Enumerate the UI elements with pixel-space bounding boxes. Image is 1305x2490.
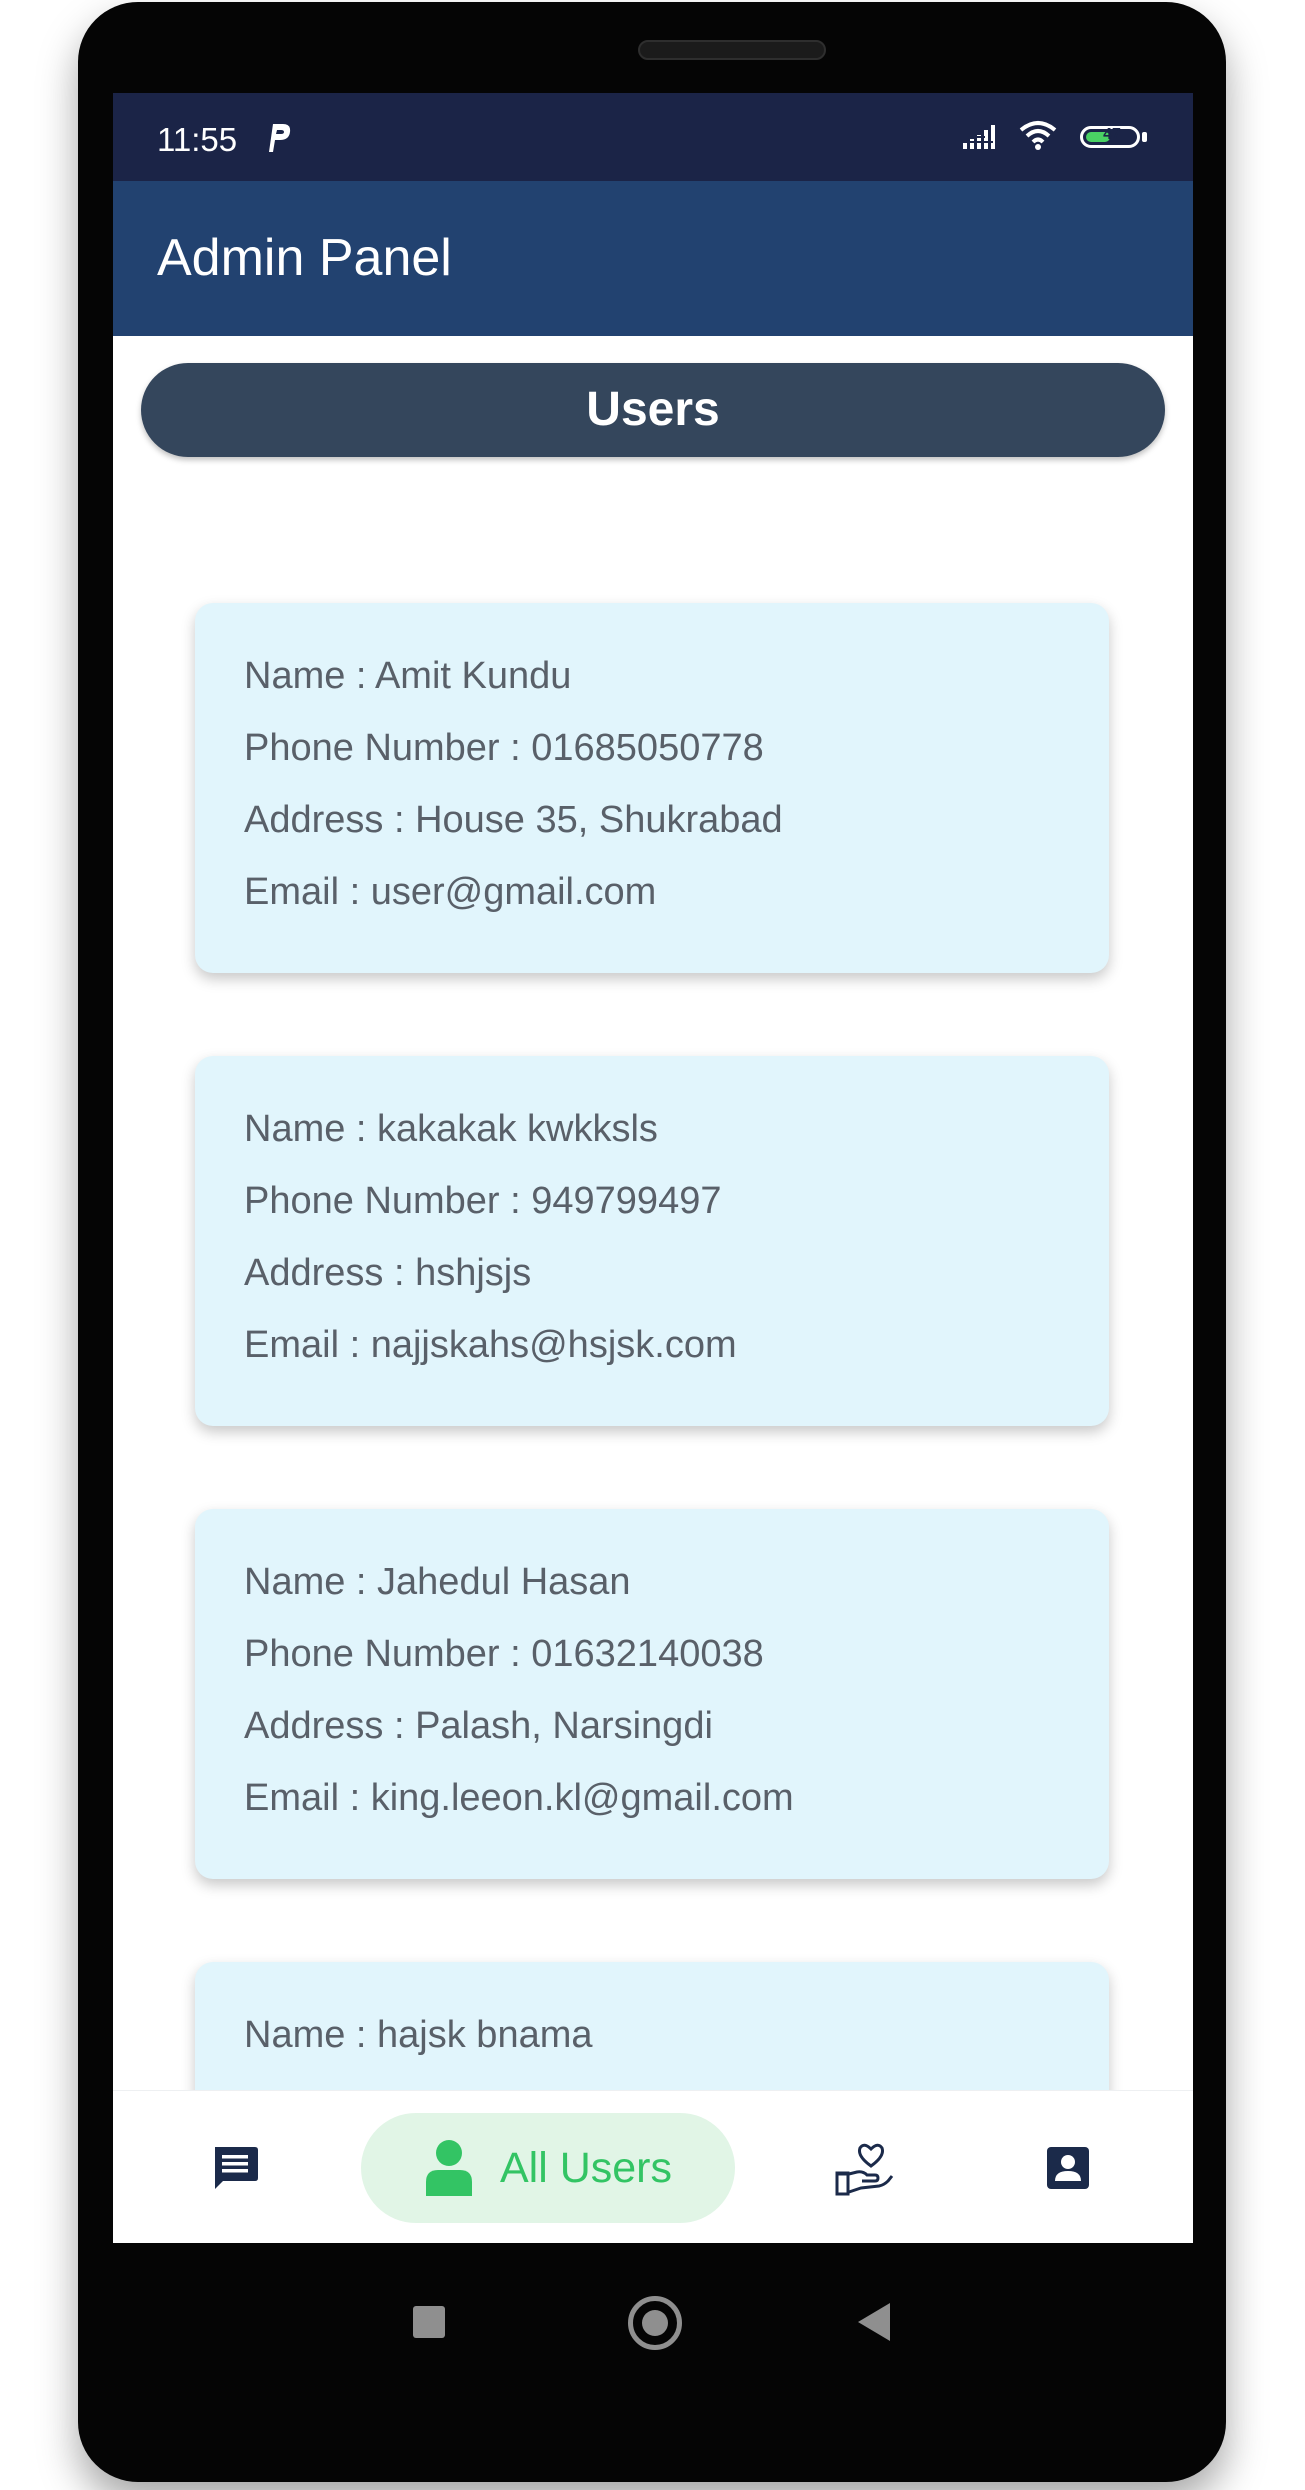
bottom-navigation: [113, 2090, 1193, 2243]
nav-item-donations[interactable]: [833, 2113, 897, 2223]
earpiece-speaker: [638, 40, 826, 60]
home-button-dot: [642, 2310, 668, 2336]
donate-heart-hand-icon: [835, 2140, 895, 2196]
contact-card-icon: [1043, 2143, 1093, 2193]
status-bar: [113, 93, 1193, 181]
battery-level: 47: [1103, 126, 1121, 143]
user-email: Email : najjskahs@hsjsk.com: [244, 1324, 737, 1366]
battery-tip: [1142, 132, 1147, 142]
battery-icon: [1080, 126, 1140, 148]
user-card[interactable]: [195, 1056, 1109, 1426]
user-phone: Phone Number : 01632140038: [244, 1633, 764, 1675]
person-icon: [424, 2138, 474, 2198]
user-card[interactable]: [195, 1509, 1109, 1879]
app-bar: [113, 181, 1193, 336]
user-address: Address : Palash, Narsingdi: [244, 1705, 713, 1747]
user-address: Address : House 35, Shukrabad: [244, 799, 783, 841]
system-navigation-bar: [113, 2243, 1193, 2413]
parking-notification-icon: [263, 120, 293, 154]
users-section-header: Users: [141, 363, 1165, 457]
user-card[interactable]: [195, 603, 1109, 973]
app-title: Admin Panel: [157, 229, 452, 287]
status-time: 11:55: [157, 121, 238, 158]
nav-item-chat[interactable]: [203, 2113, 267, 2223]
chat-icon: [210, 2143, 260, 2193]
user-name: Name : Jahedul Hasan: [244, 1561, 631, 1603]
signal-icon: [963, 125, 997, 149]
user-email: Email : user@gmail.com: [244, 871, 657, 913]
user-name: Name : kakakak kwkksls: [244, 1108, 658, 1150]
app-screen: [113, 93, 1193, 2243]
user-name: Name : hajsk bnama: [244, 2014, 593, 2056]
back-button[interactable]: [858, 2303, 890, 2341]
user-phone: Phone Number : 949799497: [244, 1180, 722, 1222]
user-phone: Phone Number : 01685050778: [244, 727, 764, 769]
nav-all-users-label: All Users: [499, 2143, 673, 2192]
wifi-icon: [1019, 119, 1057, 151]
user-address: Address : hshjsjs: [244, 1252, 532, 1294]
nav-item-all-users[interactable]: [361, 2113, 735, 2223]
recents-button[interactable]: [413, 2306, 445, 2338]
user-email: Email : king.leeon.kl@gmail.com: [244, 1777, 794, 1819]
nav-item-profile[interactable]: [1036, 2113, 1100, 2223]
home-button[interactable]: [628, 2296, 682, 2350]
user-name: Name : Amit Kundu: [244, 655, 572, 697]
